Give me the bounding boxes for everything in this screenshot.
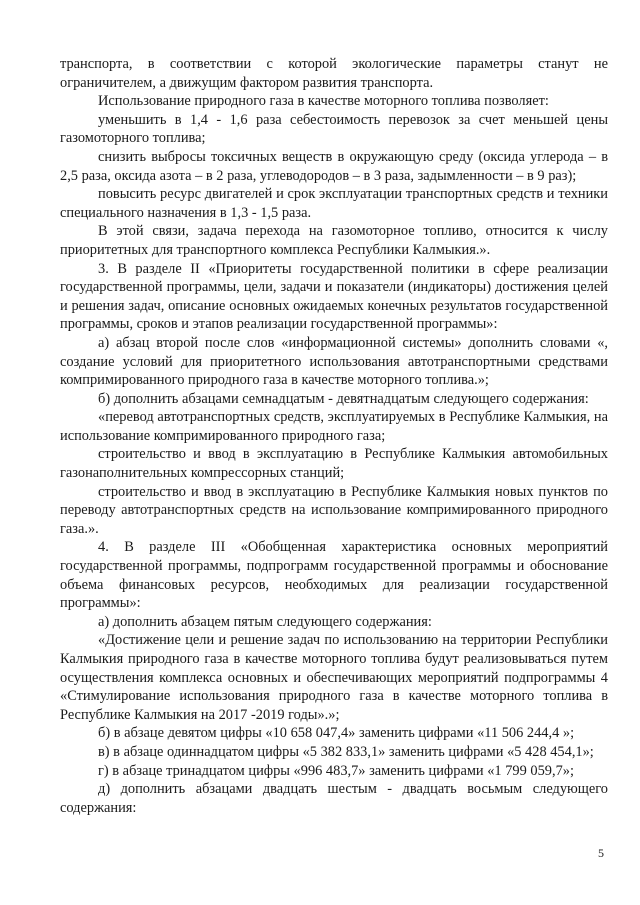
paragraph-increase-lifetime: повысить ресурс двигателей и срок эксплуатации транспортных средств и техники специального назначения в 1,3 - 1,5 раза. (60, 186, 608, 221)
page-number: 5 (598, 846, 604, 860)
paragraph-section-3-g: г) в абзаце тринадцатом цифры «996 483,7» заменить цифрами «1 799 059,7»; (98, 762, 574, 779)
paragraph-natural-gas-benefits: Использование природного газа в качестве моторного топлива позволяет: (98, 93, 549, 110)
paragraph-conversion: «перевод автотранспортных средств, эксплуатируемых в Республике Калмыкия, на использование компримированного природного газа; (60, 409, 608, 444)
paragraph-priority-task: В этой связи, задача перехода на газомоторное топливо, относится к числу приоритетных для транспортного комплекса Республики Калмыкия.». (60, 223, 608, 258)
paragraph-transport-continuation: транспорта, в соответствии с которой экологические параметры станут не ограничителем, а движущим фактором развития транспорта. (60, 56, 608, 91)
paragraph-section-3-b: б) в абзаце девятом цифры «10 658 047,4» заменить цифрами «11 506 244,4 »; (98, 725, 575, 742)
paragraph-section-3-d: д) дополнить абзацами двадцать шестым - двадцать восьмым следующего содержания: (60, 781, 608, 816)
paragraph-section-3-v: в) в абзаце одиннадцатом цифры «5 382 833,1» заменить цифрами «5 428 454,1»; (98, 743, 594, 760)
paragraph-compressor-stations: строительство и ввод в эксплуатацию в Республике Калмыкия автомобильных газонаполнительных компрессорных станций; (60, 446, 608, 482)
paragraph-reduce-emissions: снизить выбросы токсичных веществ в окружающую среду (оксида углерода – в 2,5 раза, оксида азота – в 2 раза, углеводородов – в 3 раза, задымленности – в 9 раз); (60, 148, 608, 184)
paragraph-section-3: 4. В разделе III «Обобщенная характеристика основных мероприятий государственной программы, подпрограмм государственной программы и обоснование объема финансовых ресурсов, необходимых для реализации государственной программы»: (60, 539, 608, 612)
paragraph-reduce-cost: уменьшить в 1,4 - 1,6 раза себестоимость перевозок за счет меньшей цены газомоторного топлива; (60, 111, 608, 147)
paragraph-achievement: «Достижение цели и решение задач по использованию на территории Республики Калмыкия природного газа в качестве моторного топлива будут реализовываться путем осуществления комплекса основных и обеспечивающих мероприятий подпрограммы 4 «Стимулирование использования природного газа в качестве моторного топлива в Республике Калмыкия на 2017 -2019 годы».»; (60, 632, 608, 723)
paragraph-conversion-points: строительство и ввод в эксплуатацию в Республике Калмыкия новых пунктов по переводу автотранспортных средств на использование компримированного природного газа.». (60, 483, 608, 537)
paragraph-section-2: 3. В разделе II «Приоритеты государственной политики в сфере реализации государственной программы, цели, задачи и показатели (индикаторы) достижения целей и решения задач, описание основных ожидаемых конечных результатов государственной программы, сроков и этапов реализации государственной программы»: (60, 260, 608, 333)
document-page (60, 55, 608, 817)
paragraph-section-2-a: а) абзац второй после слов «информационной системы» дополнить словами «, создание условий для приоритетного использования автотранспортными средствами компримированного природного газа в качестве моторного топлива.»; (60, 334, 608, 389)
paragraph-section-2-b: б) дополнить абзацами семнадцатым - девятнадцатым следующего содержания: (98, 390, 589, 407)
paragraph-section-3-a: а) дополнить абзацем пятым следующего содержания: (98, 613, 432, 630)
